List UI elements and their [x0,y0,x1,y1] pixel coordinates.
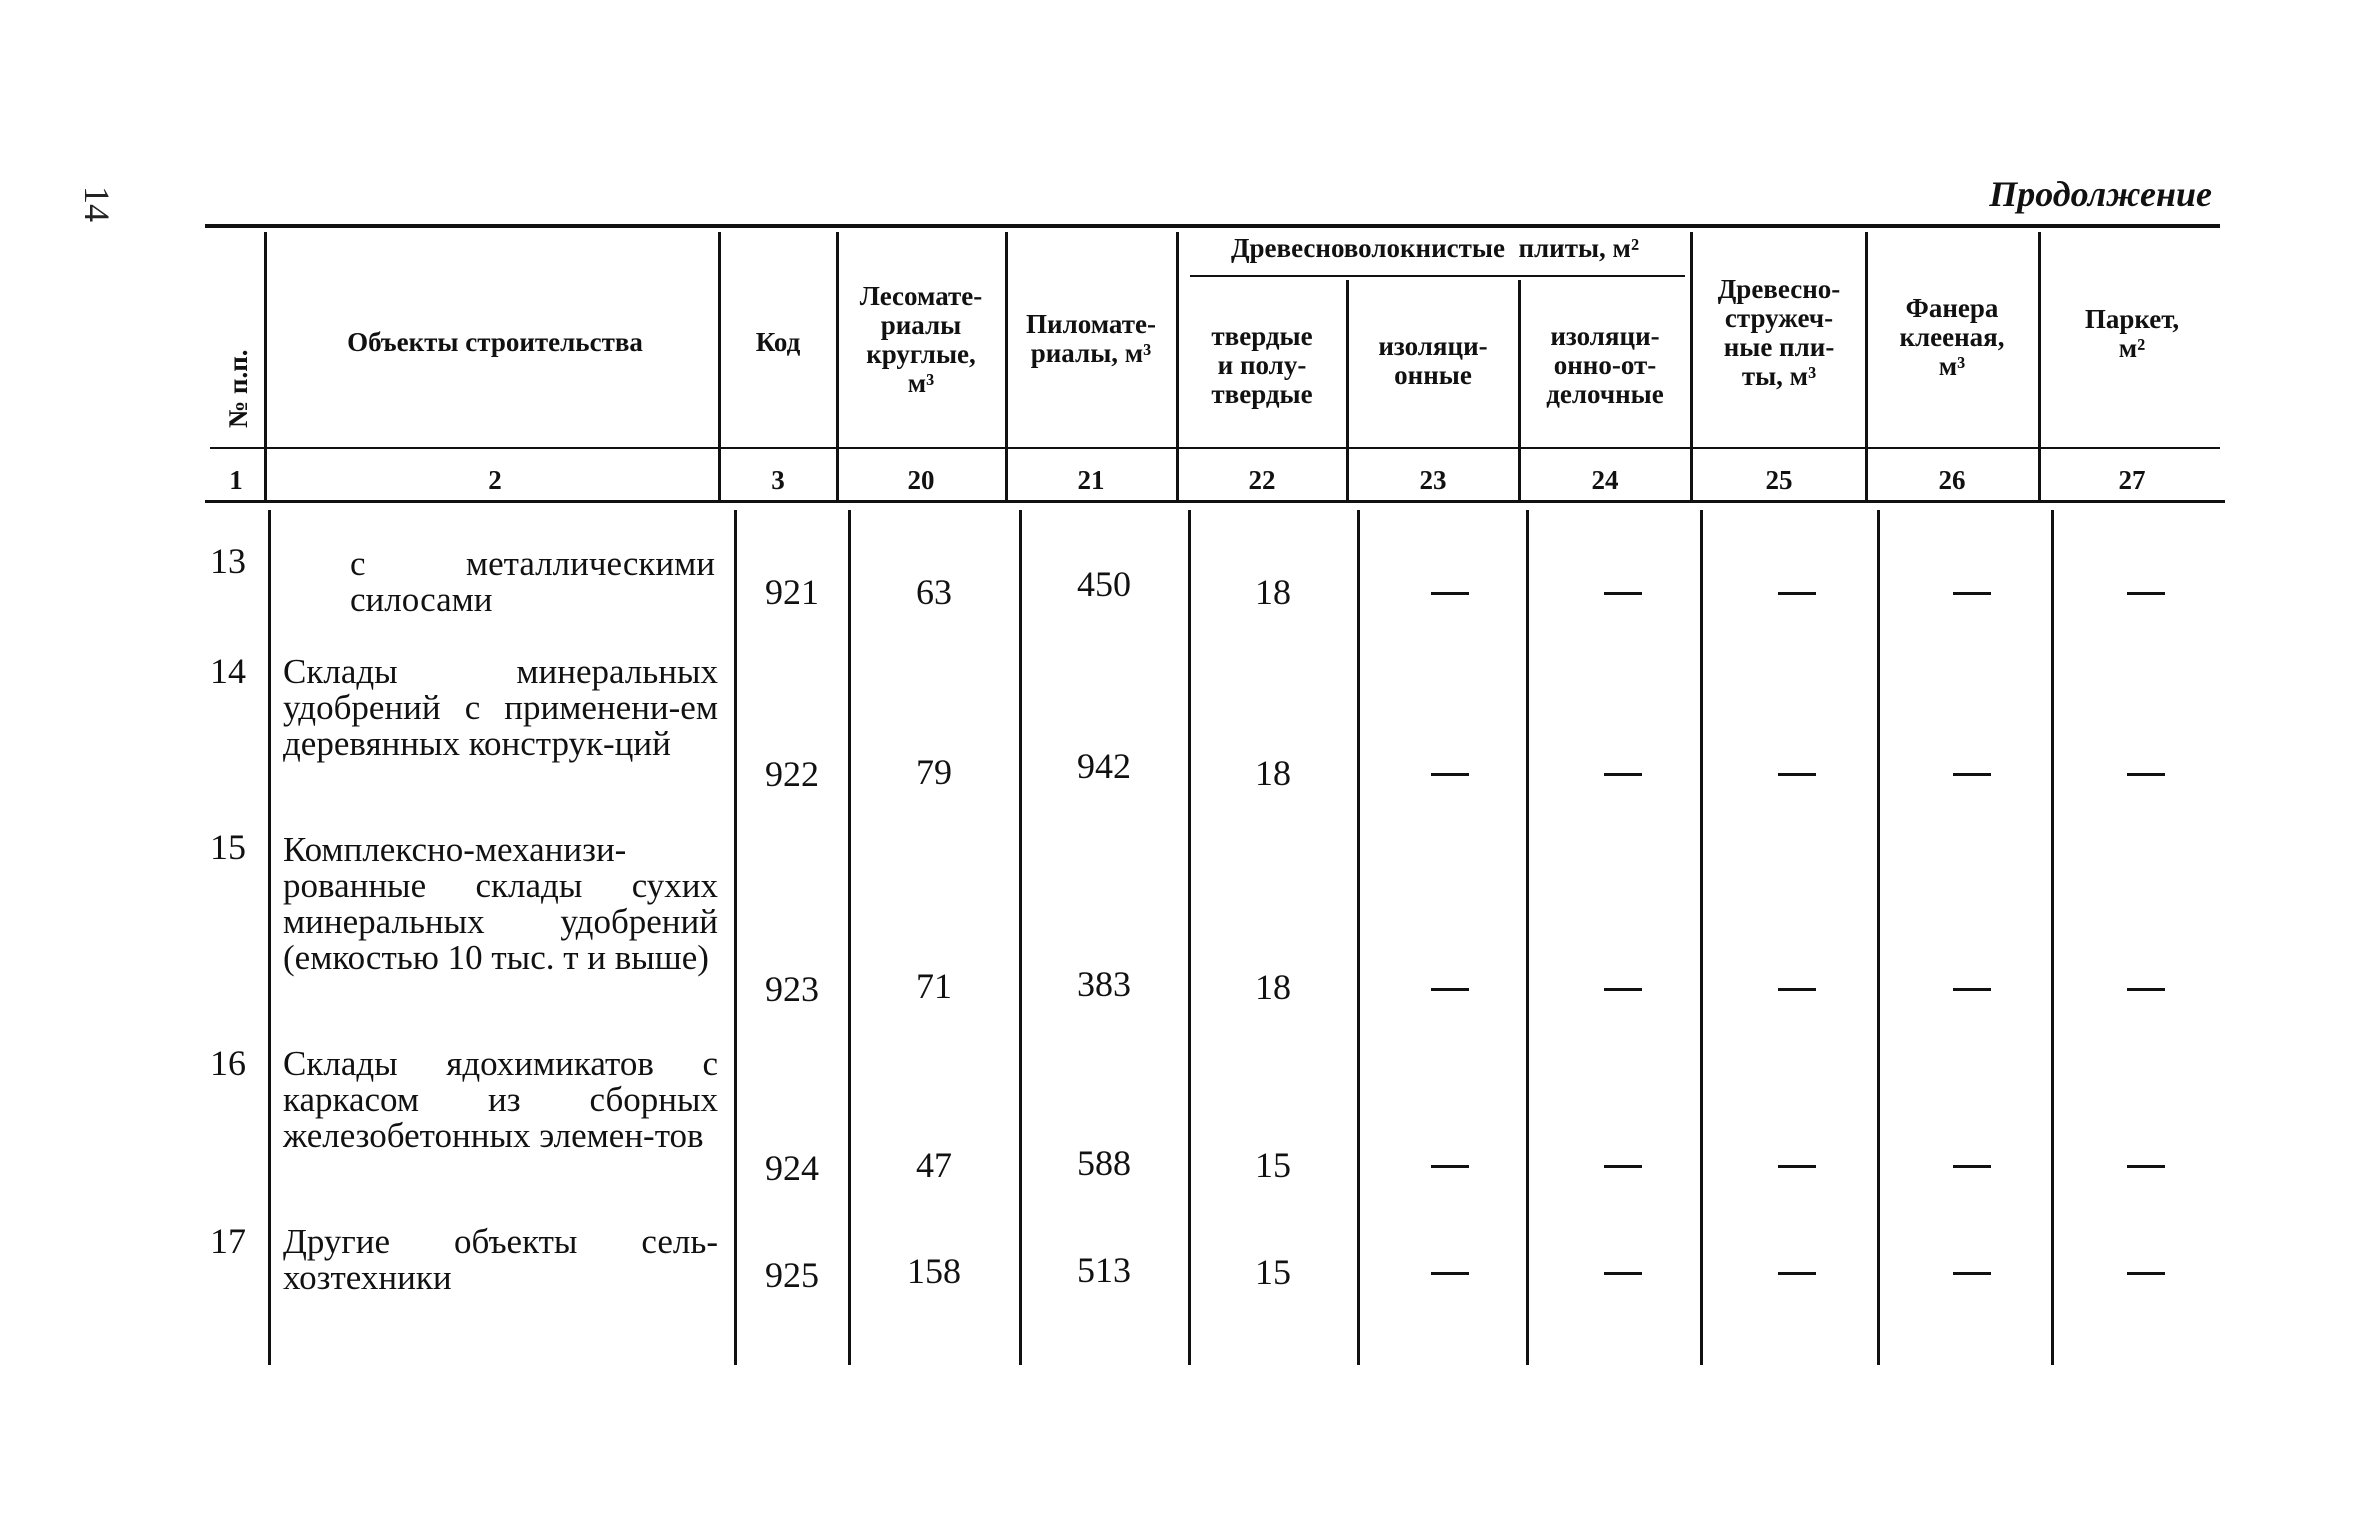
row-c24-dash [1604,773,1642,776]
col-number: 23 [1419,465,1447,495]
table-top-rule [205,224,2220,228]
page-number: 14 [77,186,117,222]
row-c27-dash [2127,1165,2165,1168]
header-c26: Фанера клееная, м³ [1899,293,2005,381]
col-number: 20 [907,465,935,495]
header-c24: изоляци- онно-от- делочные [1546,321,1664,409]
row-c20: 63 [916,572,952,612]
row-code: 925 [765,1255,819,1295]
row-c23-dash [1431,592,1469,595]
header-c25: Древесно- стружеч- ные пли- ты, м³ [1717,274,1841,391]
row-c23-dash [1431,988,1469,991]
body-col-divider [848,510,851,1365]
body-col-divider [1526,510,1529,1365]
row-c27-dash [2127,592,2165,595]
row-c23-dash [1431,773,1469,776]
row-c21: 513 [1077,1250,1131,1290]
body-col-divider [1700,510,1703,1365]
body-col-divider [2051,510,2054,1365]
body-col-divider [1188,510,1191,1365]
col-divider [718,232,721,500]
row-c22: 18 [1255,572,1291,612]
header-bottom-rule [210,447,2220,449]
body-col-divider [268,510,271,1365]
row-c27-dash [2127,773,2165,776]
col-number: 3 [771,465,785,495]
row-c25-dash [1778,988,1816,991]
row-c20: 79 [916,752,952,792]
row-c23-dash [1431,1272,1469,1275]
col-divider [1690,232,1693,500]
header-objects: Объекты строительства [347,327,643,357]
continuation-label: Продолжение [1989,174,2212,214]
header-c20: Лесомате- риалы круглые, м³ [859,281,983,398]
row-c24-dash [1604,988,1642,991]
col-divider [1346,280,1349,500]
row-c27-dash [2127,988,2165,991]
row-object: Склады ядохимикатов с каркасом из сборных железобетонных элемен-тов [283,1044,718,1155]
body-col-divider [734,510,737,1365]
row-c25-dash [1778,592,1816,595]
row-c20: 158 [907,1251,961,1291]
row-number: 15 [210,827,246,867]
row-c21: 383 [1077,964,1131,1004]
row-object: Комплексно-механизи-рованные склады сухих минеральных удобрений (емкостью 10 тыс. т и выше) [283,830,718,977]
row-code: 922 [765,754,819,794]
col-divider [1176,232,1179,500]
row-c22: 15 [1255,1252,1291,1292]
row-c26-dash [1953,1272,1991,1275]
col-divider [836,232,839,500]
col-divider [1518,280,1521,500]
header-fiberboard-group: Древесноволокнистые плиты, м² [1230,233,1640,263]
col-number: 1 [229,465,243,495]
row-number: 16 [210,1043,246,1083]
row-c26-dash [1953,988,1991,991]
header-no: № п.п. [223,349,253,428]
col-divider [2038,232,2041,500]
col-number: 2 [488,465,502,495]
header-c21: Пиломате- риалы, м³ [1026,309,1156,368]
fiberboard-group-rule [1190,275,1685,277]
row-c25-dash [1778,1272,1816,1275]
row-c27-dash [2127,1272,2165,1275]
row-c20: 71 [916,966,952,1006]
body-col-divider [1019,510,1022,1365]
row-c25-dash [1778,1165,1816,1168]
row-number: 13 [210,541,246,581]
col-number: 27 [2118,465,2146,495]
col-number: 22 [1248,465,1276,495]
row-c26-dash [1953,1165,1991,1168]
col-divider [264,232,267,500]
header-c22: твердые и полу- твердые [1211,321,1313,409]
numbers-bottom-rule [205,500,2225,503]
header-code: Код [755,327,801,357]
row-c24-dash [1604,1272,1642,1275]
row-c26-dash [1953,592,1991,595]
row-c22: 18 [1255,967,1291,1007]
col-number: 24 [1591,465,1619,495]
row-c22: 18 [1255,753,1291,793]
row-c21: 942 [1077,746,1131,786]
row-c25-dash [1778,773,1816,776]
body-col-divider [1877,510,1880,1365]
row-c20: 47 [916,1145,952,1185]
row-c21: 588 [1077,1143,1131,1183]
row-code: 924 [765,1148,819,1188]
header-c27: Паркет, м² [2084,304,2180,363]
row-object: Склады минеральных удобрений с применени-ем деревянных конструк-ций [283,652,718,763]
col-number: 26 [1938,465,1966,495]
row-object: с металлическими силосами [350,544,715,619]
row-c21: 450 [1077,564,1131,604]
row-code: 921 [765,572,819,612]
row-object: Другие объекты сель-хозтехники [283,1222,718,1297]
row-c24-dash [1604,592,1642,595]
row-c22: 15 [1255,1145,1291,1185]
col-number: 21 [1077,465,1105,495]
row-c23-dash [1431,1165,1469,1168]
body-col-divider [1357,510,1360,1365]
row-code: 923 [765,969,819,1009]
col-number: 25 [1765,465,1793,495]
header-c23: изоляци- онные [1378,331,1488,390]
row-number: 14 [210,651,246,691]
row-c24-dash [1604,1165,1642,1168]
row-number: 17 [210,1221,246,1261]
row-c26-dash [1953,773,1991,776]
